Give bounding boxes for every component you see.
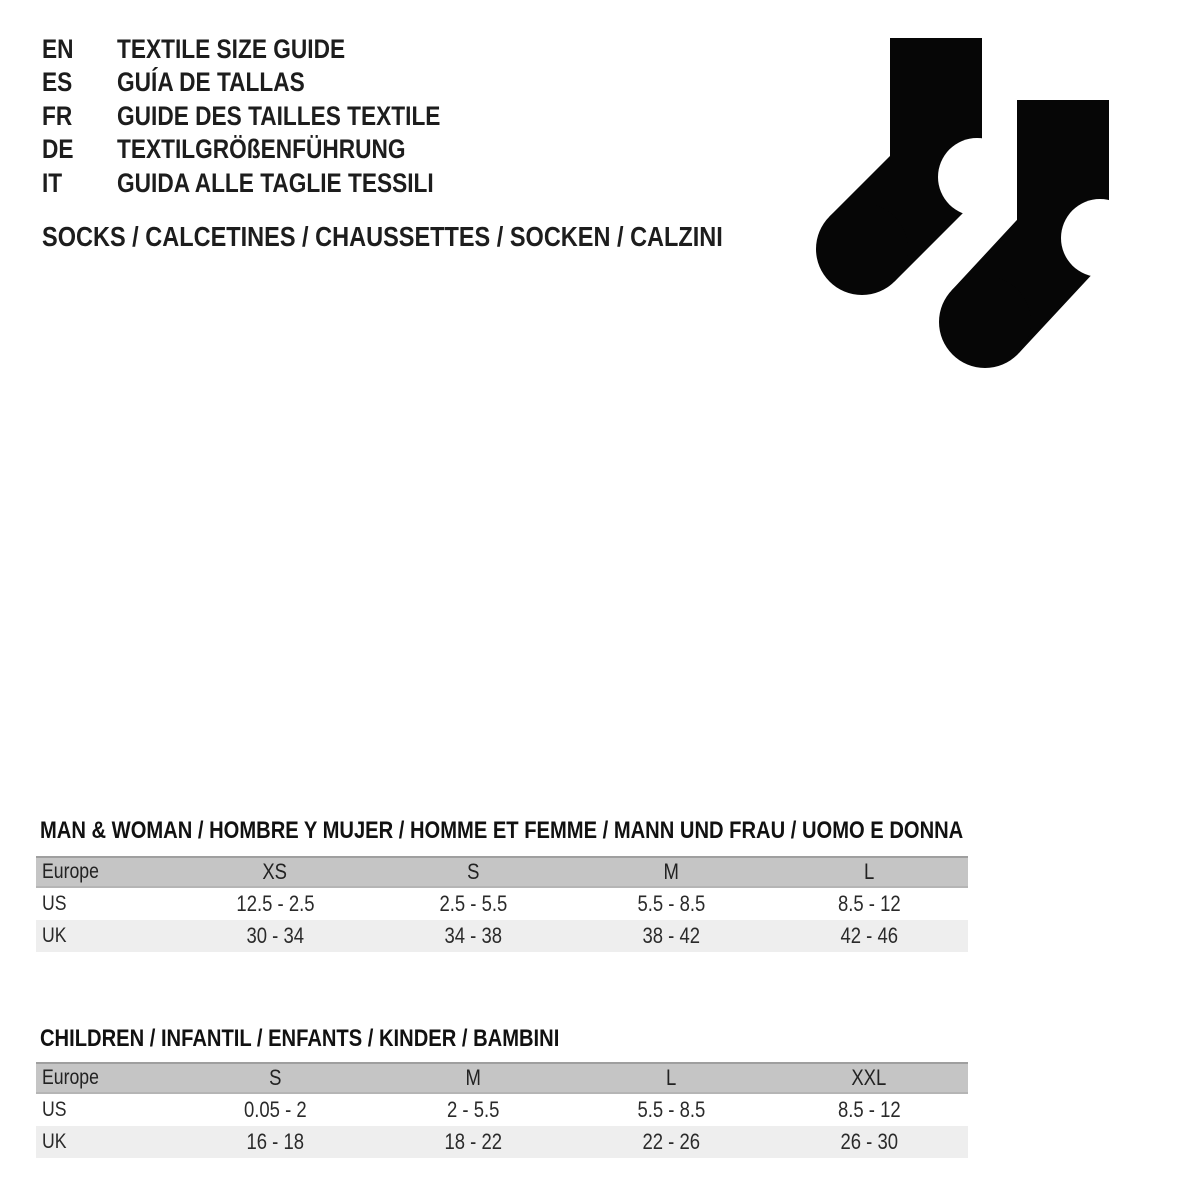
language-title: TEXTILE SIZE GUIDE: [117, 34, 346, 64]
size-value: 5.5 - 8.5: [637, 1097, 705, 1122]
size-value: 26 - 30: [840, 1129, 898, 1154]
language-row-it: [42, 167, 502, 200]
language-title-list: [42, 33, 502, 200]
size-value: 5.5 - 8.5: [637, 891, 705, 916]
column-header: S: [268, 1065, 282, 1090]
row-label: UK: [42, 1130, 67, 1153]
size-value: 34 - 38: [444, 923, 502, 948]
table-header-row: [36, 856, 968, 888]
size-value: 8.5 - 12: [837, 1097, 901, 1122]
column-header: Europe: [42, 1066, 99, 1089]
size-value: 42 - 46: [840, 923, 898, 948]
row-label: US: [42, 892, 67, 915]
language-code: DE: [42, 134, 74, 165]
size-value: 12.5 - 2.5: [235, 891, 315, 916]
column-header: XXL: [851, 1065, 887, 1090]
language-title: GUÍA DE TALLAS: [117, 67, 305, 98]
row-label: UK: [42, 924, 67, 947]
size-value: 38 - 42: [642, 923, 700, 948]
table-row: [36, 1126, 968, 1158]
column-header: XS: [262, 859, 288, 884]
size-value: 22 - 26: [642, 1129, 700, 1154]
size-table-man-woman: [36, 856, 968, 952]
language-code: FR: [42, 100, 73, 131]
column-header: Europe: [42, 860, 99, 883]
column-header: S: [466, 859, 480, 884]
size-table-children: [36, 1062, 968, 1158]
table-header-row: [36, 1062, 968, 1094]
language-code: EN: [42, 34, 74, 64]
size-value: 0.05 - 2: [243, 1097, 307, 1122]
row-label: US: [42, 1098, 67, 1121]
column-header: L: [863, 859, 875, 884]
language-title: GUIDA ALLE TAGLIE TESSILI: [117, 167, 434, 198]
size-value: 30 - 34: [246, 923, 304, 948]
size-value: 2.5 - 5.5: [439, 891, 507, 916]
language-row-es: [42, 66, 502, 99]
language-row-en: [42, 33, 502, 66]
table-row: [36, 920, 968, 952]
column-header: M: [663, 859, 679, 884]
language-title: TEXTILGRÖßENFÜHRUNG: [117, 134, 406, 165]
category-line: SOCKS / CALCETINES / CHAUSSETTES / SOCKEN / CALZINI: [42, 221, 723, 252]
language-code: ES: [42, 67, 73, 98]
size-value: 16 - 18: [246, 1129, 304, 1154]
column-header: M: [465, 1065, 481, 1090]
language-title: GUIDE DES TAILLES TEXTILE: [117, 100, 441, 131]
size-value: 2 - 5.5: [446, 1097, 500, 1122]
language-code: IT: [42, 167, 63, 198]
column-header: L: [665, 1065, 677, 1090]
language-row-de: [42, 133, 502, 166]
language-row-fr: [42, 100, 502, 133]
size-value: 18 - 22: [444, 1129, 502, 1154]
table-title-man-woman: MAN & WOMAN / HOMBRE Y MUJER / HOMME ET FEMME / MANN UND FRAU / UOMO E DONNA: [40, 817, 964, 844]
table-row: [36, 888, 968, 920]
socks-icon: [790, 20, 1130, 370]
table-title-children: CHILDREN / INFANTIL / ENFANTS / KINDER / BAMBINI: [40, 1025, 560, 1052]
table-row: [36, 1094, 968, 1126]
size-value: 8.5 - 12: [837, 891, 901, 916]
